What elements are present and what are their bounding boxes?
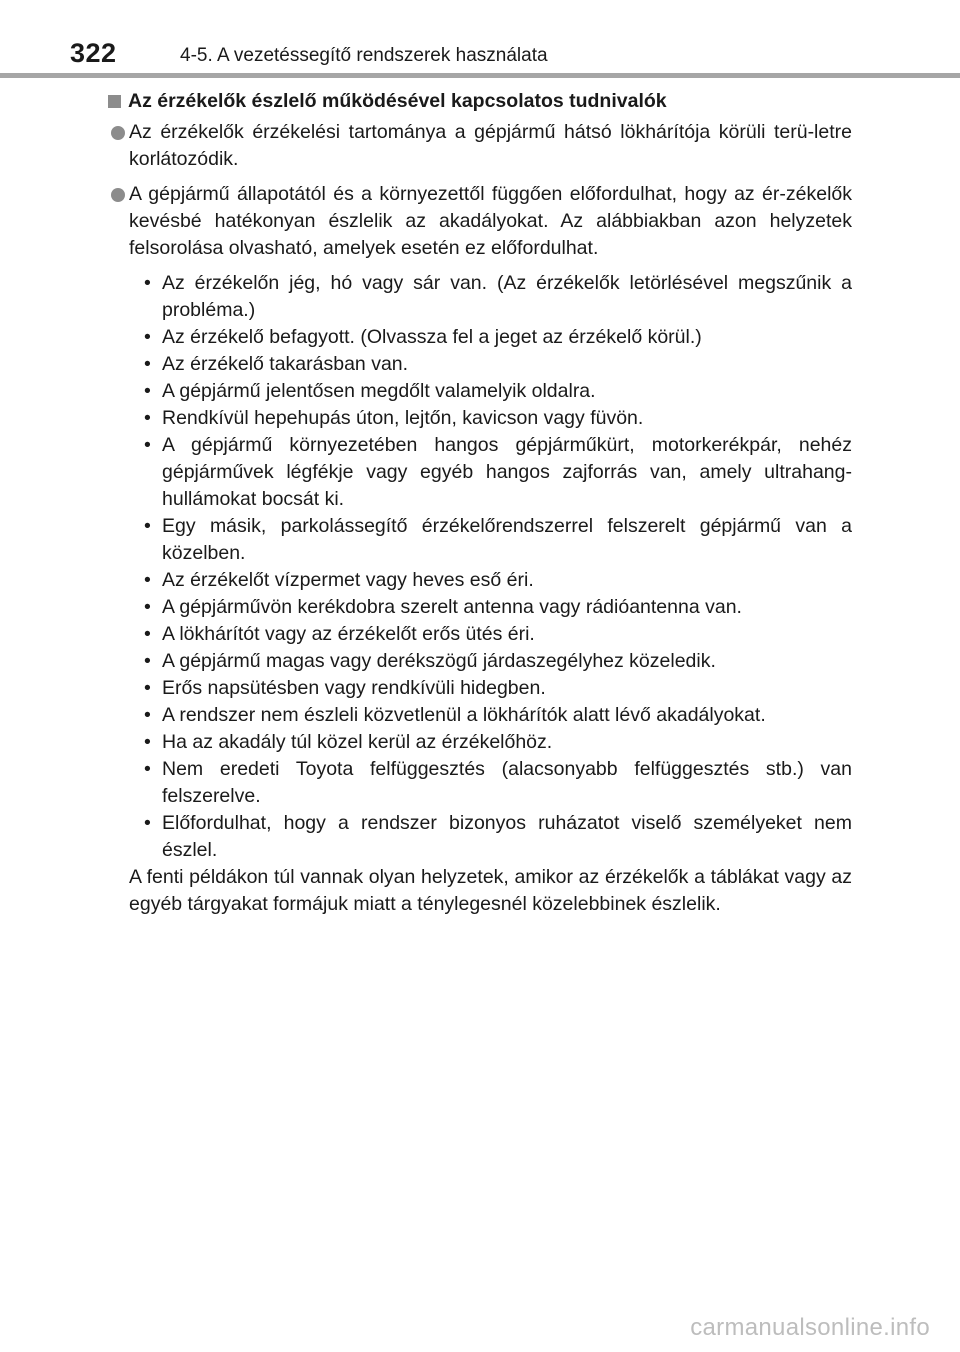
condition-text: Nem eredeti Toyota felfüggesztés (alacsonyabb felfüggesztés stb.) van felszerelve.	[162, 758, 852, 807]
condition-text: Egy másik, parkolássegítő érzékelőrendszerrel felszerelt gépjármű van a közelben.	[162, 515, 852, 564]
dot-bullet-icon: •	[144, 434, 151, 456]
list-item	[108, 181, 852, 262]
condition-text: A gépjárművön kerékdobra szerelt antenna vagy rádióantenna van.	[162, 596, 742, 618]
condition-text: Az érzékelőt vízpermet vagy heves eső éri.	[162, 569, 534, 591]
dot-bullet-icon: •	[144, 515, 151, 537]
page-header	[0, 0, 960, 80]
condition-text: Ha az akadály túl közel kerül az érzékelőhöz.	[162, 731, 553, 753]
condition-text: Rendkívül hepehupás úton, lejtőn, kavicson vagy füvön.	[162, 407, 644, 429]
dot-bullet-icon: •	[144, 380, 151, 402]
dot-bullet-icon: •	[144, 812, 151, 834]
item-text: A gépjármű állapotától és a környezettől függően előfordulhat, hogy az ér-zékelők kevésbé hatékonyan észlelik az akadályokat. Az alábbiakban azon helyzetek felsorolása olvasható, amelyek esetén ez előfordulhat.	[129, 183, 852, 259]
dot-bullet-icon: •	[144, 758, 151, 780]
dot-bullet-icon: •	[144, 407, 151, 429]
condition-list	[108, 270, 852, 864]
dot-bullet-icon: •	[144, 272, 151, 294]
dot-bullet-icon: •	[144, 353, 151, 375]
dot-bullet-icon: •	[144, 677, 151, 699]
condition-item	[144, 648, 852, 675]
item-text: Az érzékelők érzékelési tartománya a gépjármű hátsó lökhárítója körüli terü-letre korlátozódik.	[129, 121, 852, 170]
condition-item	[144, 324, 852, 351]
condition-item	[144, 567, 852, 594]
condition-item	[144, 351, 852, 378]
condition-text: A lökhárítót vagy az érzékelőt erős ütés éri.	[162, 623, 535, 645]
condition-item	[144, 702, 852, 729]
condition-text: Előfordulhat, hogy a rendszer bizonyos ruházatot viselő személyeket nem észlel.	[162, 812, 852, 861]
main-content	[108, 88, 852, 918]
condition-item	[144, 729, 852, 756]
condition-text: Az érzékelő befagyott. (Olvassza fel a jeget az érzékelő körül.)	[162, 326, 702, 348]
condition-text: A gépjármű jelentősen megdőlt valamelyik oldalra.	[162, 380, 596, 402]
condition-text: Az érzékelőn jég, hó vagy sár van. (Az érzékelők letörlésével megszűnik a probléma.)	[162, 272, 852, 321]
condition-item	[144, 756, 852, 810]
circle-bullet-icon	[111, 188, 125, 202]
condition-item	[144, 594, 852, 621]
condition-item	[144, 675, 852, 702]
section-heading-text: Az érzékelők észlelő működésével kapcsolatos tudnivalók	[128, 90, 667, 112]
condition-item	[144, 432, 852, 513]
condition-item	[144, 621, 852, 648]
dot-bullet-icon: •	[144, 731, 151, 753]
condition-text: Az érzékelő takarásban van.	[162, 353, 409, 375]
site-watermark: carmanualsonline.info	[690, 1314, 930, 1341]
condition-text: A rendszer nem észleli közvetlenül a lökhárítók alatt lévő akadályokat.	[162, 704, 766, 726]
condition-item	[144, 405, 852, 432]
circle-bullet-icon	[111, 126, 125, 140]
condition-item	[144, 810, 852, 864]
dot-bullet-icon: •	[144, 596, 151, 618]
square-bullet-icon	[108, 95, 121, 108]
condition-item	[144, 513, 852, 567]
header-divider	[0, 73, 960, 78]
list-item	[108, 119, 852, 173]
dot-bullet-icon: •	[144, 704, 151, 726]
chapter-title: 4-5. A vezetéssegítő rendszerek használata	[180, 45, 548, 66]
condition-text: A gépjármű környezetében hangos gépjárműkürt, motorkerékpár, nehéz gépjárművek légfékje vagy egyéb hangos zajforrás van, amely ultrahang-hullámokat bocsát ki.	[162, 434, 852, 510]
dot-bullet-icon: •	[144, 326, 151, 348]
condition-text: Erős napsütésben vagy rendkívüli hidegben.	[162, 677, 546, 699]
dot-bullet-icon: •	[144, 569, 151, 591]
page-number: 322	[70, 38, 117, 68]
condition-text: A gépjármű magas vagy derékszögű járdaszegélyhez közeledik.	[162, 650, 716, 672]
closing-paragraph: A fenti példákon túl vannak olyan helyzetek, amikor az érzékelők a táblákat vagy az egyéb tárgyakat formájuk miatt a ténylegesnél közelebbinek észlelik.	[129, 866, 852, 915]
condition-item	[144, 378, 852, 405]
dot-bullet-icon: •	[144, 623, 151, 645]
section-heading	[108, 88, 852, 115]
dot-bullet-icon: •	[144, 650, 151, 672]
condition-item	[144, 270, 852, 324]
